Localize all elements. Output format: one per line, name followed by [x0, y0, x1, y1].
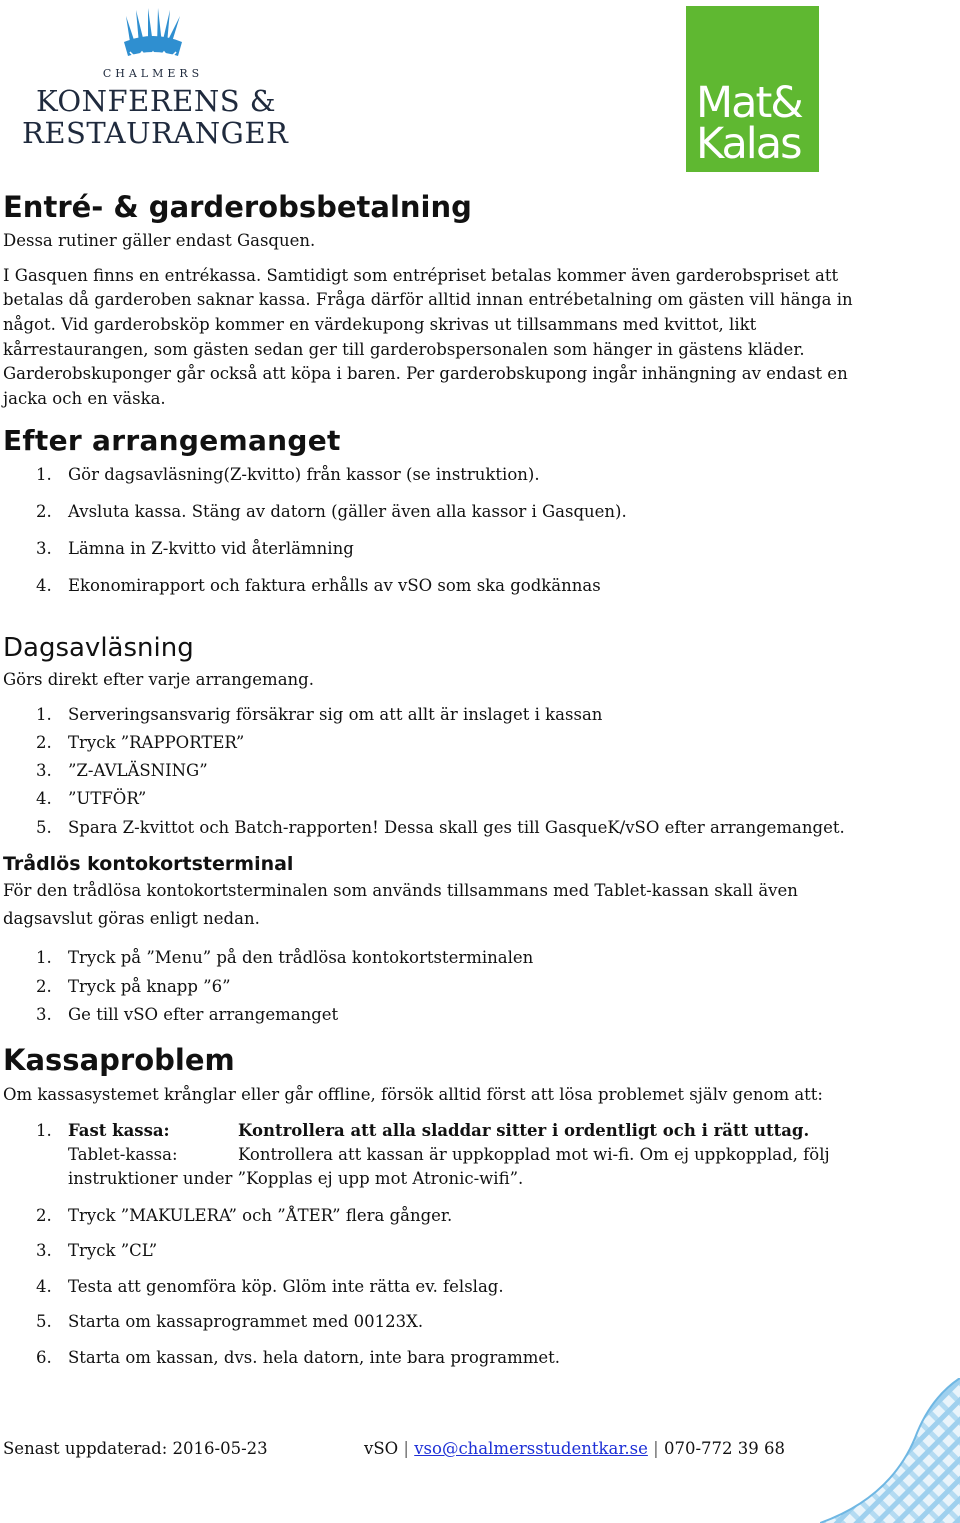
list-item: 3. Ge till vSO efter arrangemanget: [36, 1005, 339, 1024]
section3-intro: Görs direkt efter varje arrangemang.: [3, 670, 314, 689]
list-item-sub: Tablet-kassa: Kontrollera att kassan är uppkopplad mot wi-fi. Om ej uppkopplad, följ: [68, 1145, 830, 1164]
logo-line-2: RESTAURANGER: [22, 116, 289, 150]
email-link[interactable]: vso@chalmersstudentkar.se: [414, 1439, 648, 1458]
section1-line-5: Garderobskuponger går också att köpa i baren. Per garderobskupong ingår inhängning av endast en: [3, 364, 848, 383]
list-item: 4. Ekonomirapport och faktura erhålls av vSO som ska godkännas: [36, 576, 601, 595]
list-item: 3. ”Z-AVLÄSNING”: [36, 761, 208, 780]
footer-phone: 070-772 39 68: [663, 1439, 785, 1458]
list-item: 3. Tryck ”CL”: [36, 1241, 158, 1260]
list-item: 5. Starta om kassaprogrammet med 00123X.: [36, 1312, 424, 1331]
list-item: 2. Tryck ”MAKULERA” och ”ÅTER” flera gånger.: [36, 1206, 453, 1225]
list-item: 1. Serveringsansvarig försäkrar sig om att allt är inslaget i kassan: [36, 705, 603, 724]
list-item: 5. Spara Z-kvittot och Batch-rapporten! Dessa skall ges till GasqueK/vSO efter arrangemanget.: [36, 818, 845, 837]
crown-icon: [122, 8, 184, 64]
logo-right-line-1: Mat&: [696, 78, 802, 128]
heading-entre: Entré- & garderobsbetalning: [3, 190, 472, 224]
footer-updated: Senast uppdaterad: 2016-05-23: [3, 1439, 268, 1458]
heading-tradlos: Trådlös kontokortsterminal: [3, 853, 294, 875]
section4-intro-1: För den trådlösa kontokortsterminalen som används tillsammans med Tablet-kassan skall även: [3, 881, 798, 900]
list-item: 3. Lämna in Z-kvitto vid återlämning: [36, 539, 354, 558]
list-item: 1. Tryck på ”Menu” på den trådlösa kontokortsterminalen: [36, 948, 534, 967]
section1-line-1: I Gasquen finns en entrékassa. Samtidigt som entrépriset betalas kommer även garderobspriset att: [3, 266, 839, 285]
list-item: 1. Fast kassa: Kontrollera att alla sladdar sitter i ordentligt och i rätt uttag.: [36, 1121, 810, 1140]
heading-efter: Efter arrangemanget: [3, 424, 341, 457]
section1-line-3: något. Vid garderobsköp kommer en värdekupong skrivas ut tillsammans med kvittot, likt: [3, 315, 757, 334]
footer-org: vSO: [364, 1439, 399, 1458]
section1-line-6: jacka och en väska.: [3, 389, 166, 408]
footer-contact: vSO | vso@chalmersstudentkar.se | 070-772 39 68: [364, 1439, 785, 1458]
logo-right-line-2: Kalas: [696, 119, 801, 169]
heading-kassaproblem: Kassaproblem: [3, 1043, 235, 1077]
list-item: 1. Gör dagsavläsning(Z-kvitto) från kassor (se instruktion).: [36, 465, 540, 484]
list-item: 2. Tryck på knapp ”6”: [36, 977, 231, 996]
list-item: 2. Avsluta kassa. Stäng av datorn (gäller även alla kassor i Gasquen).: [36, 502, 627, 521]
page-curl-icon: [820, 1378, 960, 1523]
heading-dagsavlasning: Dagsavläsning: [3, 633, 194, 663]
list-item: 6. Starta om kassan, dvs. hela datorn, inte bara programmet.: [36, 1348, 560, 1367]
section1-line-2: betalas då garderoben saknar kassa. Fråga därför alltid innan entrébetalning om gästen vill hänga in: [3, 290, 853, 309]
mat-kalas-logo: [686, 6, 819, 172]
logo-small-text: CHALMERS: [102, 67, 204, 80]
section1-intro: Dessa rutiner gäller endast Gasquen.: [3, 231, 316, 250]
list-item-sub: instruktioner under ”Kopplas ej upp mot Atronic-wifi”.: [68, 1169, 524, 1188]
list-item: 2. Tryck ”RAPPORTER”: [36, 733, 245, 752]
logo-line-1: KONFERENS &: [36, 84, 277, 118]
section5-intro: Om kassasystemet krånglar eller går offline, försök alltid först att lösa problemet själv genom att:: [3, 1085, 823, 1104]
list-item: 4. ”UTFÖR”: [36, 789, 147, 808]
section1-line-4: kårrestaurangen, som gästen sedan ger till garderobspersonalen som hänger in gästens kläder.: [3, 340, 805, 359]
section4-intro-2: dagsavslut göras enligt nedan.: [3, 909, 260, 928]
chalmers-logo: [22, 8, 292, 148]
list-item: 4. Testa att genomföra köp. Glöm inte rätta ev. felslag.: [36, 1277, 504, 1296]
